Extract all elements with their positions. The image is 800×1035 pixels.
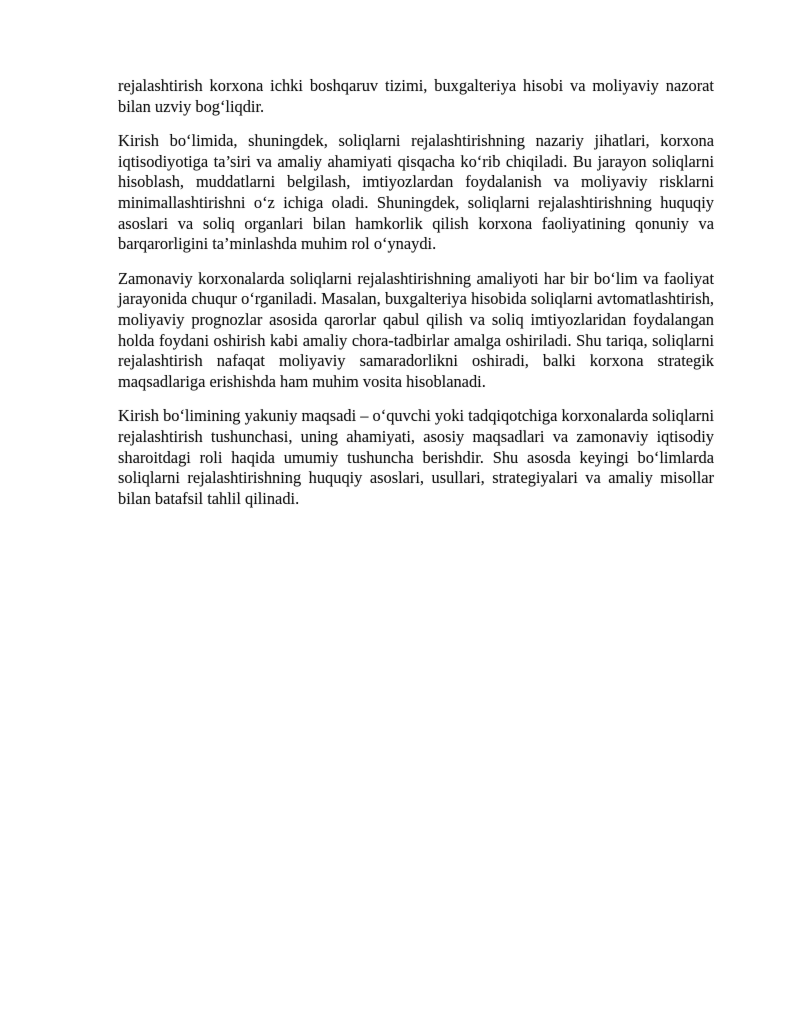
paragraph-introduction-theory: Kirish bo‘limida, shuningdek, soliqlarni rejalashtirishning nazariy jihatlari, korxona iqtisodiyotiga ta’siri va amaliy ahamiyati qisqacha ko‘rib chiqiladi. Bu jarayon soliqlarni hisoblash, muddatlarni belgilash, imtiyozlardan foydalanish va moliyaviy risklarni minimallashtirishni o‘z ichiga oladi. Shuningdek, soliqlarni rejalashtirishning huquqiy asoslari va soliq organlari bilan hamkorlik qilish korxona faoliyatining qonuniy va barqarorligini ta’minlashda muhim rol o‘ynaydi. — [118, 131, 714, 254]
paragraph-continuation: rejalashtirish korxona ichki boshqaruv tizimi, buxgalteriya hisobi va moliyaviy nazorat bilan uzviy bog‘liqdir. — [118, 76, 714, 116]
paragraph-final-goal: Kirish bo‘limining yakuniy maqsadi – o‘quvchi yoki tadqiqotchiga korxonalarda soliqlarni rejalashtirish tushunchasi, uning ahamiyati, asosiy maqsadlari va zamonaviy iqtisodiy sharoitdagi roli haqida umumiy tushuncha berishdir. Shu asosda keyingi bo‘limlarda soliqlarni rejalashtirishning huquqiy asoslari, usullari, strategiyalari va amaliy misollar bilan batafsil tahlil qilinadi. — [118, 406, 714, 508]
document-page — [118, 76, 714, 523]
paragraph-modern-practice: Zamonaviy korxonalarda soliqlarni rejalashtirishning amaliyoti har bir bo‘lim va faoliyat jarayonida chuqur o‘rganiladi. Masalan, buxgalteriya hisobida soliqlarni avtomatlashtirish, moliyaviy prognozlar asosida qarorlar qabul qilish va soliq imtiyozlaridan foydalangan holda foydani oshirish kabi amaliy chora-tadbirlar amalga oshiriladi. Shu tariqa, soliqlarni rejalashtirish nafaqat moliyaviy samaradorlikni oshiradi, balki korxona strategik maqsadlariga erishishda ham muhim vosita hisoblanadi. — [118, 268, 714, 391]
